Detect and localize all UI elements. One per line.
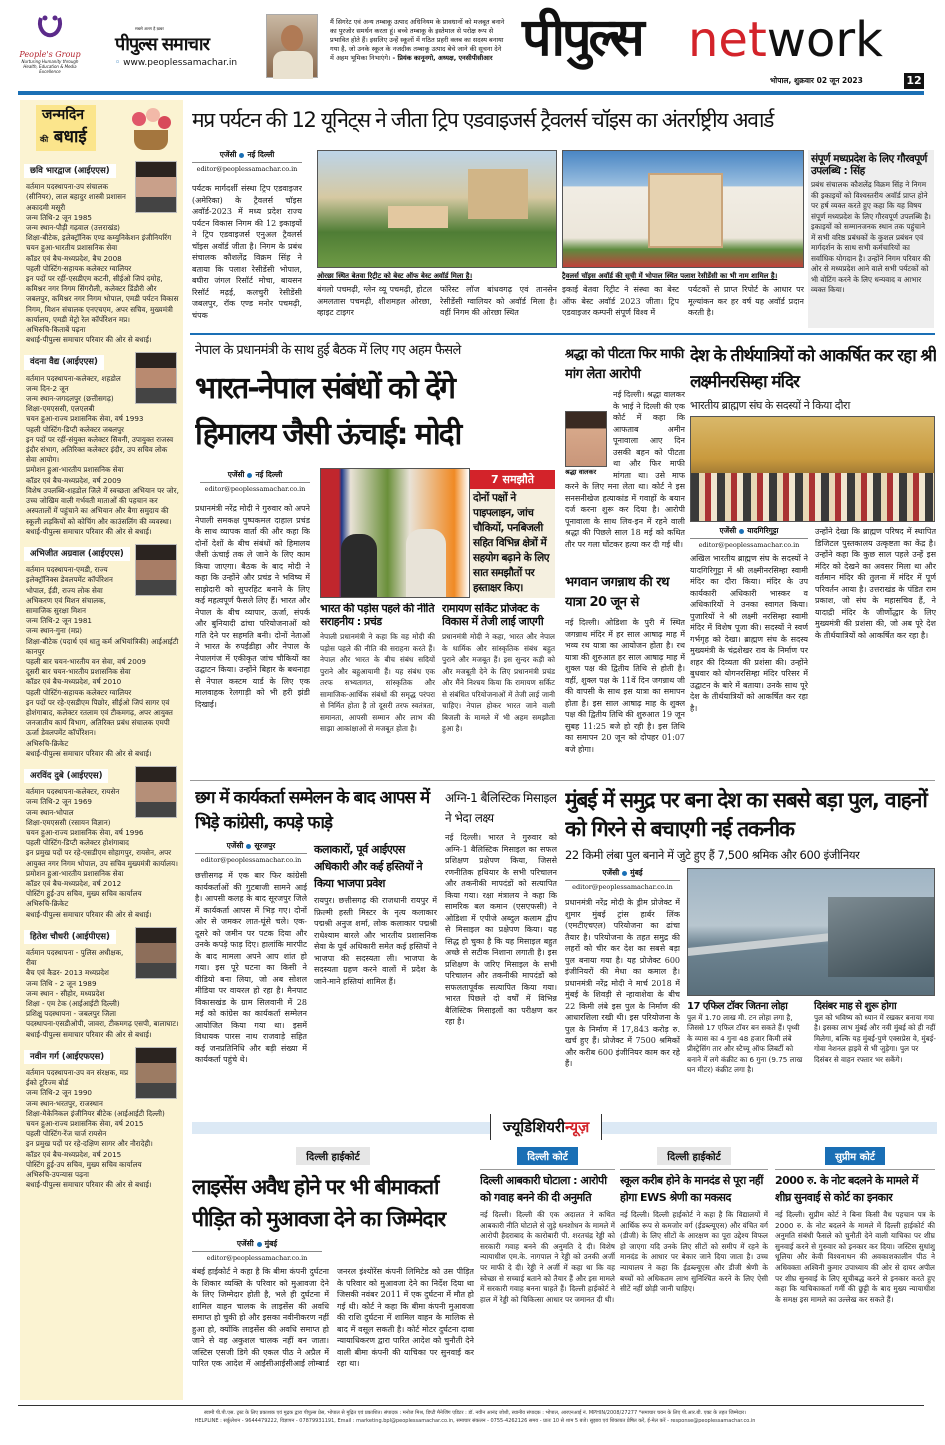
section-rule-1 (190, 333, 935, 335)
byline-city: सूरजपुर (254, 841, 276, 850)
temple-column (690, 343, 936, 777)
court-tag-wrap (775, 1145, 935, 1165)
group-tagline: Nurturing Humanity through Health, Education & Media Excellence (21, 59, 79, 74)
sidebox-body: प्रबंध संचालक कौशलेंद्र विक्रम सिंह ने निगम की इकाइयों को विश्वस्तरीय अवॉर्ड प्राप्त होने पर हर्ष व्यक्त करते हुए कहा कि यह विषय संपूर्ण मध्यप्रदेश के लिए गौरवपूर्ण उपलब्धि है। इकाइयों को सम्मानजनक स्थान तक पहुंचाने में सभी वरिष्ठ प्रबंधकों के कुशल प्रबंधन एवं मार्गदर्शन के साथ सभी कर्मचारियों का सर्वाधिक योगदान है। उन्होंने निगम परिवार की ओर से मध्यप्रदेश आने वाले सभी पर्यटकों को भी वोटिंग करने के लिए धन्यवाद व आभार व्यक्त किया। (811, 180, 931, 295)
tourism-body-3: फॉरेस्ट लॉज बांधवगढ़ एवं तानसेन रेसीडेंसी ग्वालियर को अवॉर्ड मिला है। वहीं निगम की ओरछा स्थित (440, 285, 557, 317)
temple-byline (690, 526, 808, 549)
peoples-group-logo-icon (36, 14, 64, 46)
profile-photo (135, 352, 177, 404)
masthead-work: work (766, 12, 883, 68)
brand-tagline: सबसे अलग है ख़बर (135, 26, 164, 31)
profile-line: शिक्षा-एमएससी, एलएलबी (26, 404, 95, 414)
profile-line: कॉडर एवं बैच-मध्यप्रदेश, वर्ष 2009 (26, 475, 122, 485)
bridge-body: प्रधानमंत्री नरेंद्र मोदी के ड्रीम प्रोजेक्ट में शुमार मुंबई ट्रांस हार्बर लिंक (एमटीएचएल) परियोजना का ढांचा तैयार है। परियोजना के तहत समुद्र की लहरों को चीर कर देश का सबसे बड़ा पुल बनाया गया है। यह प्रोजेक्ट 600 इंजीनियरों की मेधा का कमाल है। प्रधानमंत्री नरेंद्र मोदी ने मार्च 2018 में मुंबई के शिवड़ी से न्हावाशेवा के बीच 22 किमी लंबे इस पुल के निर्माण की आधारशिला रखी थी। इस परियोजना के पुल के निर्माण में 17,843 करोड़ रु. खर्च हुए हैं। प्रोजेक्ट में 7500 श्रमिकों और करीब 600 इंजीनियर काम कर रहे हैं। (565, 898, 680, 1068)
court-tag: दिल्ली हाईकोर्ट (657, 1147, 730, 1165)
byline-city: नई दिल्ली (247, 150, 275, 159)
agni-column (445, 788, 557, 1108)
profile-line: बधाई-पीपुल्स समाचार परिवार की ओर से बधाई। (26, 1180, 152, 1190)
congress-body: छत्तीसगढ़ में एक बार फिर कांग्रेसी कार्यकर्ताओं की गुटबाजी सामने आई है। आपसी कलह के बाद सूरजपुर जिले में कार्यकर्ता आपस में भिड़ गए। दोनों ओर से जमकर लात-घूंसे चले। एक-दूसरे को जमीन पर पटक दिया और उनके कपड़े फाड़ दिए। हालांकि मारपीट के बाद मामला अपने आप शांत हो गया। इस पूरे घटना का किसी ने वीडियो बना लिया, जो अब सोशल मीडिया पर वायरल हो रहा है। मैनपाट विकासखंड के ग्राम सिलवानी में 28 मई को कांग्रेस का कार्यकर्ता सम्मेलन आयोजित किया गया था। इसमें विधायक पारस नाथ राजवाड़े सहित कई जनप्रतिनिधि और बड़ी संख्या में कार्यकर्ता पहुंचे थे। (195, 871, 307, 1064)
profile-line: पहली पोस्टिंग-डिप्टी कलेक्टर होशंगाबाद (26, 838, 129, 848)
profile-line: वर्तमान पदस्थापना-कलेक्टर, शहडोल (26, 373, 121, 383)
birthday-profile (20, 158, 183, 349)
bridge-text-row (565, 868, 937, 1087)
nepal-headline-line1: भारत-नेपाल संबंधों को देंगे (195, 371, 455, 406)
agency-label: एजेंसी (236, 1239, 254, 1248)
modi-prachanda-photo (320, 468, 470, 598)
palash-caption: ट्रैवलर्स चॉइस अवॉर्ड की सूची में भोपाल स्थित पलाश रेसीडेंसी का भी नाम शामिल है। (562, 272, 778, 280)
profile-photo (135, 927, 177, 979)
profile-line: प्रशिक्षु पदस्थापना - जबलपुर जिला (26, 1009, 116, 1019)
profile-line: जन्म स्थान-जगदलपुर (छत्तीसगढ़) (26, 394, 114, 404)
bridge-subhead: 22 किमी लंबा पुल बनाने में जुटे हुए हैं 7,500 श्रमिक और 600 इंजीनियर (565, 848, 860, 862)
profile-photo (135, 1047, 177, 1099)
bullet-icon (622, 871, 627, 876)
byline-city: मुंबई (630, 868, 643, 877)
profile-line: बधाई-पीपुल्स समाचार परिवार की ओर से बधाई। (26, 1029, 152, 1039)
agency-label: एजेंसी (602, 868, 620, 877)
profile-line: चयन हुआ-राज्य प्रशासनिक सेवा, वर्ष 1993 (26, 414, 144, 424)
judiciary-article (480, 1145, 615, 1400)
group-name: People's Group (19, 50, 81, 59)
bridge-left-column (565, 868, 680, 1087)
byline-city: नई दिल्ली (255, 470, 283, 479)
congress-headline: छग में कार्यकर्ता सम्मेलन के बाद आपस में भिड़े कांग्रेसी, कपड़े फाड़े (195, 788, 430, 833)
shraddha-story (565, 389, 685, 567)
birthday-profile (20, 541, 183, 763)
agreements-tag: 7 समझौते (470, 470, 555, 489)
profile-name: वंदना वैद्य (आईएएस) (24, 355, 104, 369)
betwa-retreat-photo (317, 150, 557, 268)
birthday-profile (20, 1044, 183, 1195)
birthday-profile (20, 924, 183, 1044)
agency-label: एजेंसी (719, 526, 737, 535)
bridge-block (565, 786, 937, 1108)
shraddha-column (565, 345, 685, 777)
birthday-title (20, 100, 183, 158)
shraddha-photo-caption: श्रद्धा वालकर (565, 468, 597, 476)
bridge-photo (687, 868, 935, 996)
birthday-title-ki: की (40, 135, 49, 144)
profile-line: अभिरुचि-क्रिकेट (26, 738, 69, 748)
profile-name: छवि भारद्वाज (आईएएस) (24, 164, 116, 178)
profile-line: इन पदों पर रहीं-एसडीएम कटनी, सीईओ जिपं दमोह, कमिश्नर नगर निगम सिंगरौली, कलेक्टर डिंडौरी और जबलपुर, कमिश्नर नगर निगम भोपाल, एमडी पर्यटन विकास निगम, मिशन संचालक एनएचएम, अपर सचिव, मुख्यमंत्री कार्यालय, एमडी मेट्रो रेल कॉर्पोरेशन मप्र। (26, 274, 179, 324)
temple-body-2: उन्होंने देखा कि ब्राह्मण परिषद में स्थापित डिजिटल पुस्तकालय उत्कृष्टता का केंद्र है। उन्होंने कहा कि कुछ साल पहले उन्हें इस मंदिर को देखने का अवसर मिला था और वर्तमान मंदिर की तुलना में मंदिर में पूर्ण परिवर्तन आया है। उत्तराखंड के पंडित राम प्रकाश, जो संघ के महासचिव हैं, ने यादाद्री मंदिर के जीर्णोद्धार के लिए मुख्यमंत्री की प्रशंसा की, जो अब पूरे देश के तीर्थयात्रियों को आकर्षित कर रहा है। (815, 527, 936, 640)
birthday-profile (20, 763, 183, 924)
shraddha-photo-block (565, 411, 609, 477)
profile-line: वर्तमान पदस्थापना - पुलिस अधीक्षक, रीवा (26, 948, 124, 968)
footer-imprint (40, 1409, 910, 1425)
quote-author-photo (266, 14, 318, 78)
rath-yatra-body: नई दिल्ली। ओडिशा के पुरी में स्थित जगन्नाथ मंदिर में हर साल आषाढ़ माह में भव्य रथ यात्रा का आयोजन होता है। रथ यात्रा की शुरुआत हर साल आषाढ़ माह में शुक्ल पक्ष की द्वितीय तिथि से होती है। वहीं, शुक्ल पक्ष के 11वें दिन जगन्नाथ जी की वापसी के साथ इस यात्रा का समापन होता है। इस साल आषाढ़ माह के शुक्ल पक्ष की द्वितीय तिथि की शुरुआत 19 जून सुबह 11:25 बजे हो रही है। इस तिथि का समापन 20 जून को दोपहर 01:07 बजे होगा। (565, 618, 685, 754)
tourism-body-2: बंगलो पचमढ़ी, ग्लेन व्यू पचमढ़ी, होटल अमलतास पचमढ़ी, शीशमहल ओरछा, व्हाइट टाइगर (317, 285, 432, 317)
temple-left-column (690, 526, 808, 777)
profile-line: जन्म स्थान - सीहोर, मध्यप्रदेश (26, 988, 105, 998)
profile-line: अभिरुचि-किताबें पढ़ना (26, 325, 86, 335)
footer-line-1: स्वामी पी.पी.एस. ट्रस्ट के लिए प्रकाशक एवं मुद्रक द्वारा पीपुल्स प्रेस, भोपाल से मुद्रित एवं प्रकाशित। संपादक : मनोज मिश्र, डिप्टी मैनेजिंग एडिटर : डॉ. नवीन आनंद जोशी, स्थानीय संपादक : भोपाल, आरएनआई नं. MPHIN/2008/27277 *समाचार चयन के लिए पी.आर.बी. एक्ट के तहत जिम्मेदार। (203, 1410, 747, 1416)
profile-line: वर्तमान पदस्थापना-उप संचालक (सीनियर), लाल बहादुर शास्त्री प्रशासन अकादमी मसूरी (26, 182, 126, 212)
profile-name: हितेश चौधरी (आईपीएस) (24, 930, 116, 944)
birthday-profile (20, 349, 183, 540)
profile-line: इन प्रमुख पदों पर रहे-एसडीएम सोहागपुर, रायसेन, अपर आयुक्त नगर निगम भोपाल, उप सचिव मुख्यमंत्री कार्यालय। (26, 848, 178, 868)
eiffel-box-body: पुल में 1.70 लाख मी. टन लोहा लगा है, जिससे 17 एफिल टॉवर बन सकते हैं। पृथ्वी के व्यास का 4 गुना 48 हजार किमी लंबे प्रीस्ट्रेसिंग तार और स्टैच्यू ऑफ लिबर्टी को बनाने में लगे कंक्रीट का 6 गुना (9.75 लाख घन मीटर) कंक्रीट लगा है। (687, 1012, 803, 1074)
judiciary-headline: दिल्ली आबकारी घोटाला : आरोपी को गवाह बनने की दी अनुमति (480, 1169, 615, 1206)
nepal-headline-line2: हिमालय जैसी ऊंचाई: मोदी (195, 417, 461, 452)
bjp-joining-column (314, 841, 437, 1108)
profile-line: प्रमोशन हुआ-भारतीय प्रशासनिक सेवा (26, 868, 124, 878)
agni-headline: अग्नि-1 बैलिस्टिक मिसाइल ने भेदा लक्ष्य (445, 791, 557, 825)
masthead-net: net (688, 12, 767, 68)
judiciary-body: बंबई हाईकोर्ट ने कहा है कि बीमा कंपनी दुर्घटना के शिकार व्यक्ति के परिवार को मुआवजा देने के लिए जिम्मेदार होती है, भले ही दुर्घटना में शामिल वाहन चालक के लाइसेंस की अवधि समाप्त हो चुकी हो और इसका नवीनीकरण नहीं हुआ हो, क्योंकि लाइसेंस की अवधि समाप्त हो जाने से वह अकुशल चालक नहीं बन जाता। जस्टिस एसजी डिगे की एकल पीठ ने अप्रैल में पारित एक आदेश में आईसीआईसीआई लोम्बार्ड जनरल इंश्योरेंस कंपनी लिमिटेड को उस पीड़ित के परिवार को मुआवजा देने का निर्देश दिया था जिसकी नवंबर 2011 में एक दुर्घटना में मौत हो गई थी। कोर्ट ने कहा कि बीमा कंपनी मुआवजा की राशि दुर्घटना में शामिल वाहन के मालिक से बाद में वसूल सकती है। कोर्ट मोटर दुर्घटना दावा न्यायाधिकरण द्वारा पारित आदेश को चुनौती देने वाली बीमा कंपनी की याचिका पर सुनवाई कर रहा था। (192, 1267, 474, 1368)
profile-line: विशेष उपलब्धि-शहडोल जिले में स्वच्छता अभियान पर जोर, उच्च जोखिम वाली गर्भवती माताओं की पहचान कर अस्पतालों में पहुंचाने का अभियान और बैगा समुदाय की स्कूली लड़कियों को कोचिंग और काउंसलिंग की व्यवस्था। (26, 485, 179, 526)
neighbourhood-policy-title: भारत की पड़ोस पहले की नीति सराहनीय : प्रचंड (320, 603, 435, 628)
shraddha-body: नई दिल्ली। श्रद्धा वालकर के भाई ने दिल्ली की एक कोर्ट में कहा कि आफताब अमीन पूनावाला आए दिन उसकी बहन को पीटता था और फिर माफी मांगता था। उसे माफ करने के लिए मना लेता था। कोर्ट ने इस सनसनीखेज हत्याकांड में गवाहों के बयान दर्ज करना शुरू कर दिया है। आरोपी पूनावाला के साथ लिव-इन में रहने वाली श्रद्धा की पिछले साल 18 मई को कथित तौर पर गला घोंटकर हत्या कर दी गई थी। (565, 390, 685, 549)
masthead-network (688, 12, 883, 68)
bridge-headline: मुंबई में समुद्र पर बना देश का सबसे बड़ा पुल, वाहनों को गिरने से बचाएगी नई तकनीक (565, 788, 927, 841)
profile-line: कॉडर एवं बैच-मध्यप्रदेश, वर्ष 2012 (26, 879, 122, 888)
court-tag: सुप्रीम कोर्ट (825, 1147, 885, 1165)
email-link[interactable]: editor@peoplessamachar.co.in (204, 485, 306, 493)
palash-residency-photo (562, 150, 804, 268)
profile-line: अभिरुचि-क्रिकेट (26, 899, 69, 909)
profile-line: बैच एवं कैडर- 2013 मध्यप्रदेश (26, 968, 109, 978)
profile-photo (135, 161, 177, 213)
email-link[interactable]: editor@peoplessamachar.co.in (206, 1254, 308, 1262)
profile-line: शिक्षा - एम टेक (आईआईटी दिल्ली) (26, 999, 120, 1009)
congress-byline (195, 841, 307, 864)
judiciary-headline: स्कूल करीब होने के मानदंड से पूरा नहीं होगा EWS श्रेणी का मकसद (620, 1169, 768, 1206)
birthday-sidebar (20, 100, 183, 1400)
temple-photo (690, 416, 935, 522)
court-tag: दिल्ली हाईकोर्ट (296, 1147, 369, 1165)
judiciary-article (775, 1145, 935, 1400)
tourism-body-5: पर्यटकों से प्राप्त रिपोर्ट के आधार पर मूल्यांकन कर हर वर्ष यह अवॉर्ड प्रदान करती है। (688, 285, 804, 317)
shraddha-headline: श्रद्धा को पीटता फिर माफी मांग लेता आरोपी (565, 347, 684, 382)
profile-line: वर्तमान पदस्थापना-कलेक्टर, रायसेन (26, 787, 120, 797)
neighbourhood-policy-body: नेपाली प्रधानमंत्री ने कहा कि वह मोदी की पड़ोस पहले की नीति की सराहना करते हैं। नेपाल और भारत के बीच संबंध सदियों पुराने और बहुआयामी हैं। यह संबंध एक तरफ सभ्यतागत, सांस्कृतिक और सामाजिक-आर्थिक संबंधों की समृद्ध परंपरा से निर्मित होता है तो दूसरी तरफ स्वतंत्रता, समानता, आपसी सम्मान और लाभ की साझा आकांक्षाओं से मजबूत होता है। (320, 632, 435, 734)
profile-line: शिक्षा-एमएससी (रसायन विज्ञान) (26, 817, 111, 827)
footer-line-2: HELPLINE : सर्कुलेशन - 9644479222, विज्ञापन - 07879931191, Email : marketing.bpl@peoplessamachar.co.in, समाचार संकलन - 0755-4262126 समय - प्रातः 10 से शाम 5 बजे। सुझाव एवं शिकायत प्रेषित करें, ई-मेल करें - response@peoplessamachar.co.in (194, 1418, 756, 1424)
bjp-joining-title: कलाकारों, पूर्व आईएएस अधिकारी और कई हस्तियों ने किया भाजपा प्रवेश (314, 843, 423, 890)
profile-line: कॉडर एवं बैच-मध्यप्रदेश, बैच 2008 (26, 253, 122, 263)
page-number: 12 (904, 73, 924, 89)
judiciary-title-a: ज्यूडिशियरी (503, 1118, 565, 1136)
profile-line: पोस्टिंग हुई-उप सचिव, मुख्य सचिव कार्यालय (26, 889, 142, 899)
agency-label: एजेंसी (219, 150, 237, 159)
temple-headline: देश के तीर्थयात्रियों को आकर्षित कर रहा श्री लक्ष्मीनरसिम्हा मंदिर (690, 346, 936, 392)
website-text: www.peoplessamachar.in (123, 58, 238, 68)
judiciary-byline (192, 1239, 322, 1262)
judiciary-title-b: न्यूज़ (565, 1118, 590, 1136)
judiciary-article (620, 1145, 768, 1400)
court-tag: दिल्ली कोर्ट (517, 1147, 578, 1165)
rath-yatra-title: भगवान जगन्नाथ की रथ यात्रा 20 जून से (565, 575, 669, 610)
footer-rule (18, 1405, 924, 1406)
byline-line (192, 1239, 322, 1252)
temple-subhead: भारतीय ब्राह्मण संघ के सदस्यों ने किया दौरा (690, 399, 850, 412)
profile-line: प्रमोशन हुआ-भारतीय प्रशासनिक सेवा (26, 465, 124, 475)
profile-line: इन प्रमुख पदों पर रहे-दक्षिण सागर और नौरादेही। (26, 1139, 153, 1149)
congress-left-column (195, 841, 307, 1108)
profile-line: वर्तमान पदस्थापना-एमडी, राज्य इलेक्ट्रॉनिक्स डेवलपमेंट कॉर्पोरेशन भोपाल, ईडी, राज्य लोक सेवा अभिकरण एवं मिशन संचालक, सामाजिक सुरक्षा मिशन (26, 565, 113, 615)
profile-line: बधाई-पीपुल्स समाचार परिवार की ओर से बधाई। (26, 748, 152, 758)
court-tag-wrap (620, 1145, 768, 1165)
agni-body: नई दिल्ली। भारत ने गुरुवार को अग्नि-1 बैलिस्टिक मिसाइल का सफल प्रशिक्षण प्रक्षेपण किया, जिससे रणनीतिक हथियार के सभी परिचालन और तकनीकी मापदंडों को सत्यापित किया गया। रक्षा मंत्रालय ने कहा कि सामरिक बल कमान (एसएफसी) ने ओडिशा में एपीजे अब्दुल कलाम द्वीप से मिसाइल का प्रक्षेपण किया। यह सिद्ध हो चुका है कि यह मिसाइल बहुत अच्छे से सटीक निशाना लगाती है। इस प्रशिक्षण के जरिए मिसाइल के सभी परिचालन और तकनीकी मापदंडों को सफलतापूर्वक सत्यापित किया गया। भारत पिछले दो वर्षों में विभिन्न बैलिस्टिक मिसाइलों का परीक्षण कर रहा है। (445, 833, 557, 1026)
december-box-title: दिसंबर माह से शुरू होगा (814, 1001, 897, 1012)
eiffel-box-title: 17 एफिल टॉवर जितना लोहा (687, 1001, 788, 1012)
eiffel-iron-box (687, 1001, 807, 1087)
profile-line: पहली पोस्टिंग-सहायक कलेक्टर ग्वालियर (26, 687, 132, 697)
congress-block (195, 786, 437, 1108)
profile-line: अभिरुचि-उपन्यास पढ़ना (26, 1170, 90, 1180)
december-box-body: पुल को भविष्य को ध्यान में रखकर बनाया गया है। इसका लाभ मुंबई और नवी मुंबई को ही नहीं मिलेगा, बल्कि यह मुंबई-पुणे एक्सप्रेस वे, मुंबई-गोवा नेशनल हाइवे से भी जुड़ेगा। पुल पर दिसंबर से वाहन रफ्तार भर सकेंगे। (814, 1012, 936, 1064)
profile-line: बधाई-पीपुल्स समाचार परिवार की ओर से बधाई। (26, 335, 152, 345)
bullet-icon (739, 529, 744, 534)
brand-name[interactable]: पीपुल्स समाचार (115, 34, 209, 55)
profile-line: जन्म स्थान-भोपाल (26, 807, 74, 817)
email-link[interactable]: editor@peoplessamachar.co.in (572, 883, 673, 891)
judiciary-title (490, 1114, 602, 1140)
judiciary-body: नई दिल्ली। दिल्ली की एक अदालत ने कथित आबकारी नीति घोटाले से जुड़े धनशोधन के मामले में आरोपी हैदराबाद के कारोबारी पी. शरतचंद्र रेड्डी को सरकारी गवाह बनने की अनुमति दे दी। विशेष न्यायाधीश एम.के. नागपाल ने रेड्डी को उनकी अर्जी पर माफी दे दी। रेड्डी ने अर्जी में कहा था कि वह स्वेच्छा से सच्चाई बताने को तैयार हैं और इस मामले में सरकारी गवाह बनना चाहते हैं। दिल्ली हाईकोर्ट ने हाल में रेड्डी को चिकित्सा आधार पर जमानत दी थी। (480, 1210, 615, 1304)
profile-name: नवीन गर्ग (आईएफएस) (24, 1050, 110, 1064)
profile-line: जन्म स्थान-भरतपुर, राजस्थान (26, 1098, 103, 1108)
agency-label: एजेंसी (227, 470, 245, 479)
email-link[interactable]: editor@peoplessamachar.co.in (698, 541, 800, 549)
birthday-title-line1: जन्मदिन (42, 107, 85, 123)
dateline: भोपाल, शुक्रवार 02 जून 2023 (770, 76, 863, 85)
byline-city: मुंबई (264, 1239, 278, 1248)
shraddha-photo (565, 411, 607, 467)
bullet-icon (246, 844, 251, 849)
globe-icon: ◦ (115, 58, 124, 68)
court-tag-wrap (192, 1145, 474, 1165)
profile-line: पदस्थापना-एसडीओपी, जावरा, टीकमगढ़ एसपी, बालाघाट। (26, 1019, 179, 1029)
website-link[interactable] (115, 58, 265, 68)
judiciary-article (192, 1145, 474, 1400)
profile-line: चयन हुआ-भारतीय प्रशासनिक सेवा (26, 243, 118, 253)
quote-text: मैं सिगरेट एवं अन्य तम्बाकू उत्पाद अधिनियम के प्रावधानों को मजबूत बनाने का पुरजोर समर्थन करता हूं। बच्चे तम्बाकू के इस्तेमाल से परोक्ष रूप से प्रभावित होते हैं। इसलिए उन्हें स्कूलों में गठित प्रहरी क्लब का सदस्य बनाया गया है, जो उनके स्कूल के नजदीक तम्बाकू उत्पाद बेचे जाने की सूचना देने में अहम भूमिका निभाएंगे। (330, 18, 505, 62)
profile-line: बधाई-पीपुल्स समाचार परिवार की ओर से बधाई। (26, 526, 152, 536)
ramayana-circuit-body: प्रधानमंत्री मोदी ने कहा, भारत और नेपाल के धार्मिक और सांस्कृतिक संबंध बहुत पुराने और मजबूत हैं। इस सुन्दर कड़ी को और मजबूती देने के लिए प्रधानमंत्री प्रचंड और मैंने निश्चय किया कि रामायण सर्किट से संबंधित परियोजनाओं में तेजी लाई जानी चाहिए। नेपाल होकर भारत जाने वाली बिजली के मामले में भी अहम समझौता हुआ है। (442, 632, 555, 734)
tourism-byline (192, 150, 302, 173)
profile-line: शिक्षा-मैकेनिकल इंजीनियर बीटेक (आईआईटी दिल्ली) (26, 1108, 165, 1118)
tourism-body: पर्यटक मार्गदर्शी संस्था ट्रिप एडवाइजर (अमेरिका) के ट्रैवलर्स चॉइस अवॉर्ड-2023 में मध्य प्रदेश राज्य पर्यटन विकास निगम की 12 इकाइयों ने ट्रिप एडवाइजर्स एनुअल ट्रैवलर्स चॉइस अवॉर्ड जीता है। निगम के प्रबंध संचालक कौशलेंद्र विक्रम सिंह ने बताया कि पलाश रेसीडेंसी भोपाल, बघीरा जंगल रिसॉर्ट मोचा, बायसन रिसॉर्ट मढ़ई, कलचुरी रेसीडेंसी जबलपुर, रॉक एण्ड मनोर पचमढ़ी, चंपक (192, 184, 302, 320)
profile-line: पहली पोस्टिंग-रेंज चार्ज रायसेन (26, 1129, 107, 1139)
profile-line: जन्म तिथि-2 जून 1990 (26, 1088, 92, 1098)
temple-body: अखिल भारतीय ब्राह्मण संघ के सदस्यों ने यादगिरिगुट्टा में श्री लक्ष्मीनरसिम्हा स्वामी मंदिर का दौरा किया। मंदिर के उप कार्यकारी अधिकारी भास्कर व अधिकारियों ने उनका स्वागत किया। पुजारियों ने श्री लक्ष्मी नरसिम्हा स्वामी मंदिर में विशेष पूजा की। सदस्यों ने स्वर्ण गर्भगृह को देखा। ब्राह्मण संघ के सदस्य मुख्यमंत्री के चंद्रशेखर राव के निर्माण पर शहर की दिव्यता की प्रशंसा की। उन्होंने बुधवार को योगनरसिम्हा मंदिर परिसर में उद्घाटन के बारे में बताया। उनके साथ पूरे देश के तीर्थयात्रियों को आकर्षित कर रहा है। (690, 554, 808, 713)
nepal-kicker: नेपाल के प्रधानमंत्री के साथ हुई बैठक में लिए गए अहम फैसले (195, 343, 461, 358)
sidebox-title: संपूर्ण मध्यप्रदेश के लिए गौरवपूर्ण उपलब्धि : सिंह (811, 153, 927, 178)
profile-line: जन्म तिथि - 2 जून 1989 (26, 978, 97, 988)
seven-agreements-box (470, 470, 555, 598)
profile-line: शिक्षा-बीटेक, इलेक्ट्रॉनिक एण्ड कम्युनिकेशन इंजीनियरिंग (26, 233, 172, 243)
profile-line: जन्म स्थान-पौड़ी गढ़वाल (उत्तराखंड) (26, 223, 120, 233)
profile-photo (135, 544, 177, 596)
flower-basket-icon (128, 108, 174, 154)
byline-city: यादगिरिगुट्टा (747, 526, 779, 535)
profile-line: कॉडर एवं बैच-मध्यप्रदेश, वर्ष 2015 (26, 1149, 122, 1159)
agency-label: एजेंसी (226, 841, 244, 850)
email-link[interactable]: editor@peoplessamachar.co.in (200, 856, 302, 864)
birthday-title-line2: बधाई (53, 127, 87, 147)
profile-photo (135, 766, 177, 818)
judiciary-headline: लाइसेंस अवैध होने पर भी बीमाकर्ता पीड़ित को मुआवजा देने का जिम्मेदार (192, 1175, 445, 1231)
profile-line: चयन हुआ-राज्य प्रशासनिक सेवा, वर्ष 2015 (26, 1119, 144, 1129)
agreements-text: दोनों पक्षों ने पाइपलाइन, जांच चौकियों, पनबिजली सहित विभिन्न क्षेत्रों में सहयोग बढ़ाने के लिए सात समझौतों पर हस्ताक्षर किए। (473, 492, 550, 594)
profile-line: पहली पोस्टिंग-सहायक कलेक्टर ग्वालियर (26, 263, 132, 273)
email-link[interactable]: editor@peoplessamachar.co.in (196, 165, 298, 173)
header (0, 0, 945, 92)
profile-line: इन पदों पर रहीं-संयुक्त कलेक्टर सिवनी, उपायुक्त राजस्व इंदौर संभाग, अतिरिक्त कलेक्टर इंदौर, उप सचिव लोक सेवा आयोग। (26, 434, 174, 465)
bridge-right-column (687, 868, 937, 1087)
profile-line: कॉडर एवं बैच-मध्यप्रदेश, वर्ष 2010 (26, 677, 122, 687)
profile-line: जन्म दिन-2 जून (26, 383, 69, 393)
profile-name: अरविंद दुबे (आईएएस) (24, 769, 108, 783)
profile-line: पोस्टिंग हुई-उप सचिव, मुख्य सचिव कार्यालय (26, 1159, 142, 1169)
neighbourhood-policy-column (320, 603, 435, 775)
profile-line: पहली बार चयन-भारतीय वन सेवा, वर्ष 2009 (26, 656, 146, 666)
bjp-joining-body: रायपुर। छत्तीसगढ़ की राजधानी रायपुर में फ़िल्मी हस्ती मिस्टर के नृत्य कलाकार पद्मश्री अनुज शर्मा, लोक कलाकार पद्मश्री राधेश्याम बारले और भारतीय प्रशासनिक सेवा के पूर्व अधिकारी समेत कई हस्तियों ने भाजपा की सदस्यता ली। भाजपा के सदस्यता ग्रहण करने वालों में प्रदेश के जाने-माने हस्तियां शामिल हैं। (314, 896, 437, 986)
congress-text-row (195, 841, 437, 1108)
quote-box (330, 18, 505, 63)
profile-line: जन्म तिथि-2 जून 1985 (26, 212, 92, 222)
masthead-hindi: पीपुल्स (522, 8, 642, 68)
brand-block (115, 26, 265, 68)
bridge-byline (565, 868, 680, 891)
bullet-icon (239, 153, 244, 158)
december-start-box (814, 1001, 936, 1087)
profile-line: जन्म तिथि-2 जून 1969 (26, 797, 92, 807)
tourism-body-4: इकाई बेतवा रिट्रीट ने संस्था का बेस्ट ऑफ बेस्ट अवॉर्ड 2023 जीता। ट्रिप एडवाइजर कम्पनी संपूर्ण विश्व में (562, 285, 679, 317)
profile-line: बधाई-पीपुल्स समाचार परिवार की ओर से बधाई। (26, 909, 152, 919)
nepal-body: प्रधानमंत्री नरेंद्र मोदी ने गुरुवार को अपने नेपाली समकक्ष पुष्पकमल दाहाल प्रचंड के साथ व्यापक वार्ता की और कहा कि दोनों देशों के बीच संबंधों को हिमालय जैसी ऊंचाई तक ले जाने के लिए काम किया जाएगा। बैठक के बाद मोदी ने कहा कि उन्होंने और प्रचंड ने भविष्य में साझेदारी को सुपरहिट बनाने के लिए कई महत्वपूर्ण फैसले लिए हैं। भारत और नेपाल के बीच व्यापार, ऊर्जा, संपर्क और बुनियादी ढांचा परियोजनाओं को गति देने पर सहमति बनी। दोनों नेताओं ने भारत के रुपईडीहा और नेपाल के नेपालगंज में एकीकृत जांच चौकियों का उद्घाटन किया। उन्होंने बिहार के बथनाहा से नेपाल कस्टम यार्ड के लिए एक मालवाहक रेलगाड़ी को भी हरी झंडी दिखाई। (195, 504, 310, 709)
court-tag-wrap (480, 1145, 615, 1165)
bullet-icon (247, 473, 252, 478)
nepal-byline (200, 470, 310, 493)
profile-line: शिक्षा-बीटेक (पदार्थ एवं धातु कर्म अभियांत्रिकी) आईआईटी कानपुर (26, 636, 179, 656)
quote-author: - प्रियंक कानूनगो, अध्यक्ष, एनसीपीसीआर (392, 54, 493, 62)
bullet-icon (257, 1242, 262, 1247)
profile-line: जन्म तिथि-2 जून 1981 (26, 616, 92, 626)
bridge-boxes-row (687, 1001, 937, 1087)
judiciary-body: नई दिल्ली। दिल्ली हाईकोर्ट ने कहा है कि विद्यालयों में आर्थिक रूप से कमजोर वर्ग (ईडब्ल्यूएस) और वंचित वर्ग (डीजी) के लिए सीटों के आरक्षण का पूरा उद्देश्य विफल हो जाएगा यदि उनके लिए सीटों को समीप में रहने के मानदंड के आधार पर बेकार जाने दिया जाता है। उच्च न्यायालय ने कहा कि ईडब्ल्यूएस और डीजी श्रेणी के बच्चों को अधिकतम लाभ सुनिश्चित करने के लिए ऐसी सीटें नहीं छोड़ी जानी चाहिए। (620, 1210, 768, 1294)
judiciary-body: नई दिल्ली। सुप्रीम कोर्ट ने बिना किसी वैध पहचान पत्र के 2000 रु. के नोट बदलने के मामले में दिल्ली हाईकोर्ट की अनुमति संबंधी फैसले को चुनौती देने वाली याचिका पर शीघ्र सुनवाई करने से गुरुवार को इनकार कर दिया। जस्टिस सुधांशु धूलिया और केवी विश्वनाथन की अवकाशकालीन पीठ ने अधिवक्ता अश्विनी कुमार उपाध्याय की ओर से दायर अपील पर शीघ्र सुनवाई के लिए सूचीबद्ध करने से इनकार करते हुए कहा कि याचिकाकर्ता गर्मी की छुट्टी के बाद मुख्य न्यायाधीश के समक्ष इस मामले का उल्लेख कर सकते हैं। (775, 1210, 935, 1304)
tourism-headline: मप्र पर्यटन की 12 यूनिट्स ने जीता ट्रिप एडवाइजर्स ट्रैवलर्स चॉइस का अंतर्राष्ट्रीय अवार्ड (192, 108, 774, 132)
section-rule-2 (190, 780, 935, 781)
profile-line: पहली पोस्टिंग-डिप्टी कलेक्टर जबलपुर (26, 424, 124, 434)
profile-line: इन पदों पर रहे-एसडीएम पिछोर, सीईओ जिपं सागर एवं होशंगाबाद, कलेक्टर रतलाम एवं टीकमगढ़, अपर आयुक्त जनजातीय कार्य विभाग, अतिरिक्त प्रबंध संचालक एमपी ऊर्जा डेवलपमेंट कॉर्पोरेशन। (26, 697, 173, 738)
tourism-sidebox (808, 150, 934, 328)
profile-line: जन्म स्थान-गुना (मप्र) (26, 626, 83, 636)
profile-line: चयन हुआ-राज्य प्रशासनिक सेवा, वर्ष 1996 (26, 827, 144, 837)
temple-text-row (690, 526, 936, 777)
ramayana-circuit-column (442, 603, 555, 775)
betwa-caption: ओरछा स्थित बेतवा रिट्रीट को बेस्ट ऑफ बेस्ट अवॉर्ड मिला है। (317, 272, 473, 280)
profile-line: दूसरी बार चयन-भारतीय प्रशासनिक सेवा (26, 667, 131, 677)
profile-list (20, 158, 183, 1194)
profile-name: अभिजीत अग्रवाल (आईएएस) (24, 547, 130, 561)
judiciary-headline: 2000 रु. के नोट बदलने के मामले में शीघ्र सुनवाई से कोर्ट का इनकार (775, 1169, 935, 1206)
header-rule (18, 91, 924, 95)
profile-line: वर्तमान पदस्थापना-उप वन संरक्षक, मप्र ईको टूरिज्म बोर्ड (26, 1068, 129, 1088)
peoples-group-logo (15, 14, 85, 74)
nepal-headline (195, 366, 555, 458)
ramayana-circuit-title: रामायण सर्किट प्रोजेक्ट के विकास में तेजी लाई जाएगी (442, 603, 544, 628)
